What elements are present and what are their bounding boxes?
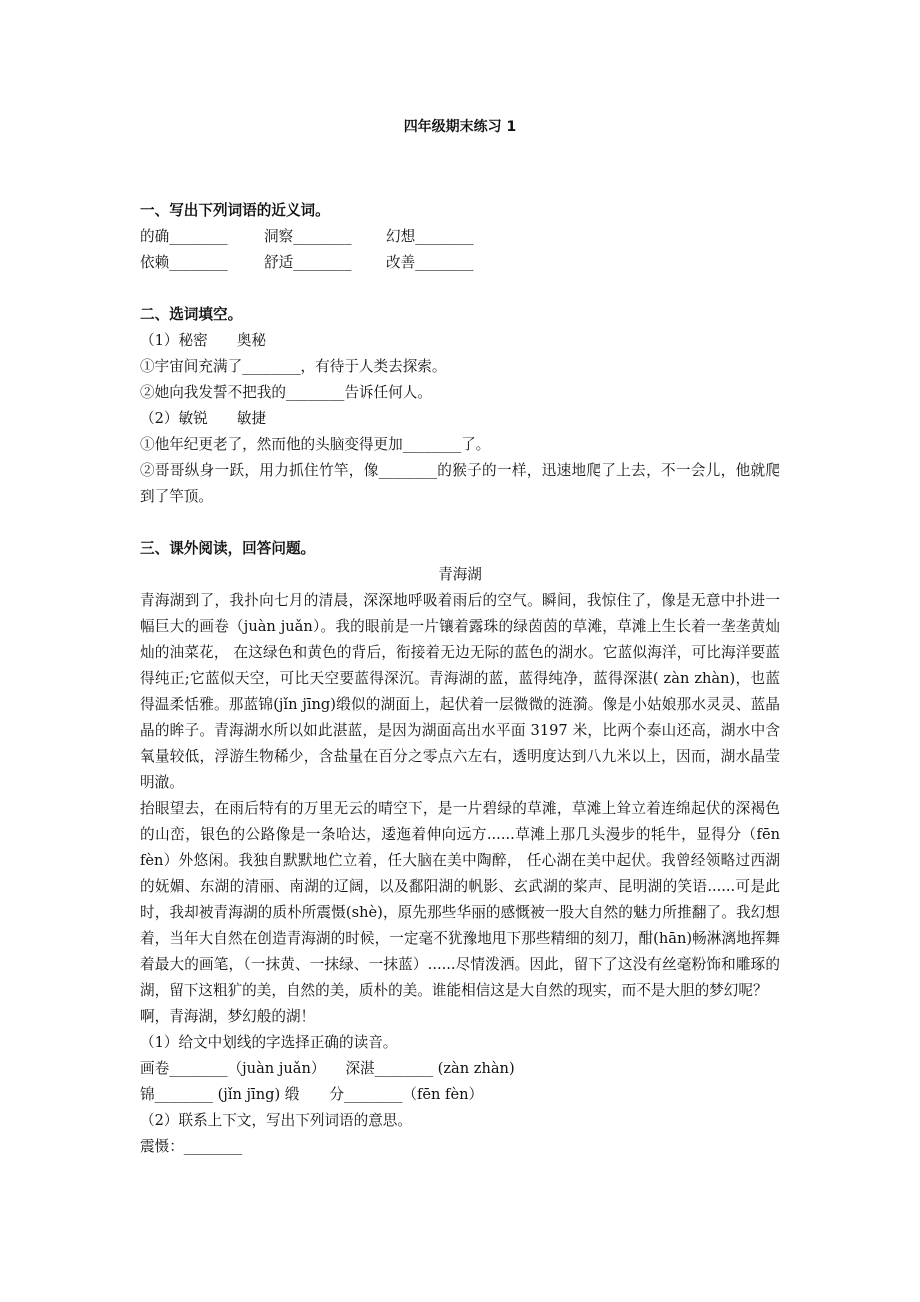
- document-body: [140, 198, 780, 1160]
- passage-title: 青海湖: [438, 566, 482, 583]
- passage-paragraph: 抬眼望去，在雨后特有的万里无云的晴空下，是一片碧绿的草滩，草滩上耸立着连绵起伏的深褐色的山峦，银色的公路像是一条哈达，逶迤着伸向远方......草滩上那几头漫步的牦牛，显得分（fēn fèn）外悠闲。我独自默默地伫立着，任大脑在美中陶醉， 任心湖在美中起伏。我曾经领略过西湖的妩媚、东湖的清丽、南湖的辽阔，以及鄱阳湖的帆影、玄武湖的桨声、昆明湖的笑语......可是此时，我却被青海湖的质朴所震慑(shè)，原先那些华丽的感慨被一股大自然的魅力所推翻了。我幻想着，当年大自然在创造青海湖的时候，一定毫不犹豫地甩下那些精细的刻刀，酣(hān)畅淋漓地挥舞着最大的画笔，（一抹黄、一抹绿、一抹蓝）......尽情泼洒。因此，留下了这没有丝毫粉饰和雕琢的湖，留下这粗犷的美，自然的美，质朴的美。谁能相信这是大自然的现实，而不是大胆的梦幻呢？: [140, 800, 780, 999]
- synonym-row-1: [140, 224, 780, 250]
- passage-paragraph: 青海湖到了，我扑向七月的清晨，深深地呼吸着雨后的空气。瞬间，我惊住了，像是无意中扑进一幅巨大的画卷（juàn juǎn）。我的眼前是一片镶着露珠的绿茵茵的草滩，草滩上生长着一垄垄黄灿灿的油菜花， 在这绿色和黄色的背后，衔接着无边无际的蓝色的湖水。它蓝似海洋，可比海洋要蓝得纯正;它蓝似天空，可比天空要蓝得深沉。青海湖的蓝，蓝得纯净，蓝得深湛( zàn zhàn)，也蓝得温柔恬雅。那蓝锦(jǐn jīng)缎似的湖面上，起伏着一层微微的涟漪。像是小姑娘那水灵灵、蓝晶晶的眸子。青海湖水所以如此湛蓝，是因为湖面高出水平面 3197 米，比两个泰山还高，湖水中含氧量较低，浮游生物稀少，含盐量在百分之零点六左右，透明度达到八九米以上，因而，湖水晶莹明澈。: [140, 592, 780, 791]
- page-title: 四年级期末练习 1: [403, 119, 517, 135]
- fill-question: ①宇宙间充满了________，有待于人类去探索。: [140, 358, 447, 375]
- meaning-item: 震慑：________: [140, 1138, 243, 1155]
- fill-question: ①他年纪更老了，然而他的头脑变得更加________了。: [140, 436, 491, 453]
- passage-paragraph: 啊，青海湖，梦幻般的湖！: [140, 1008, 316, 1025]
- pronunciation-item: 深湛________ (zàn zhàn): [345, 1060, 515, 1077]
- synonym-item: 洞察________: [264, 228, 352, 245]
- reading-question-2: （2）联系上下文，写出下列词语的意思。: [140, 1112, 412, 1129]
- pronunciation-item: 分________（fēn fèn）: [329, 1086, 484, 1103]
- word-choice-group-2: （2）敏锐 敏捷: [140, 410, 267, 427]
- synonym-item: 舒适________: [264, 254, 352, 271]
- synonym-item: 的确________: [140, 228, 228, 245]
- synonym-item: 改善________: [386, 254, 474, 271]
- fill-question: ②哥哥纵身一跃，用力抓住竹竿，像________的猴子的一样，迅速地爬了上去，不一会儿，他就爬到了竿顶。: [140, 462, 780, 505]
- word-choice-group-1: （1）秘密 奥秘: [140, 332, 267, 349]
- pronunciation-item: 锦________ (jǐn jīng) 缎: [140, 1086, 300, 1103]
- synonym-item: 依赖________: [140, 254, 228, 271]
- pronunciation-row-2: [140, 1082, 780, 1108]
- synonym-item: 幻想________: [386, 228, 474, 245]
- pronunciation-item: 画卷________（juàn juǎn）: [140, 1060, 326, 1077]
- synonym-row-2: [140, 250, 780, 276]
- reading-question-1: （1）给文中划线的字选择正确的读音。: [140, 1034, 398, 1051]
- section1-heading: 一、写出下列词语的近义词。: [140, 202, 330, 219]
- pronunciation-row-1: [140, 1056, 780, 1082]
- fill-question: ②她向我发誓不把我的________告诉任何人。: [140, 384, 432, 401]
- section3-heading: 三、课外阅读，回答问题。: [140, 540, 316, 557]
- section2-heading: 二、选词填空。: [140, 306, 243, 323]
